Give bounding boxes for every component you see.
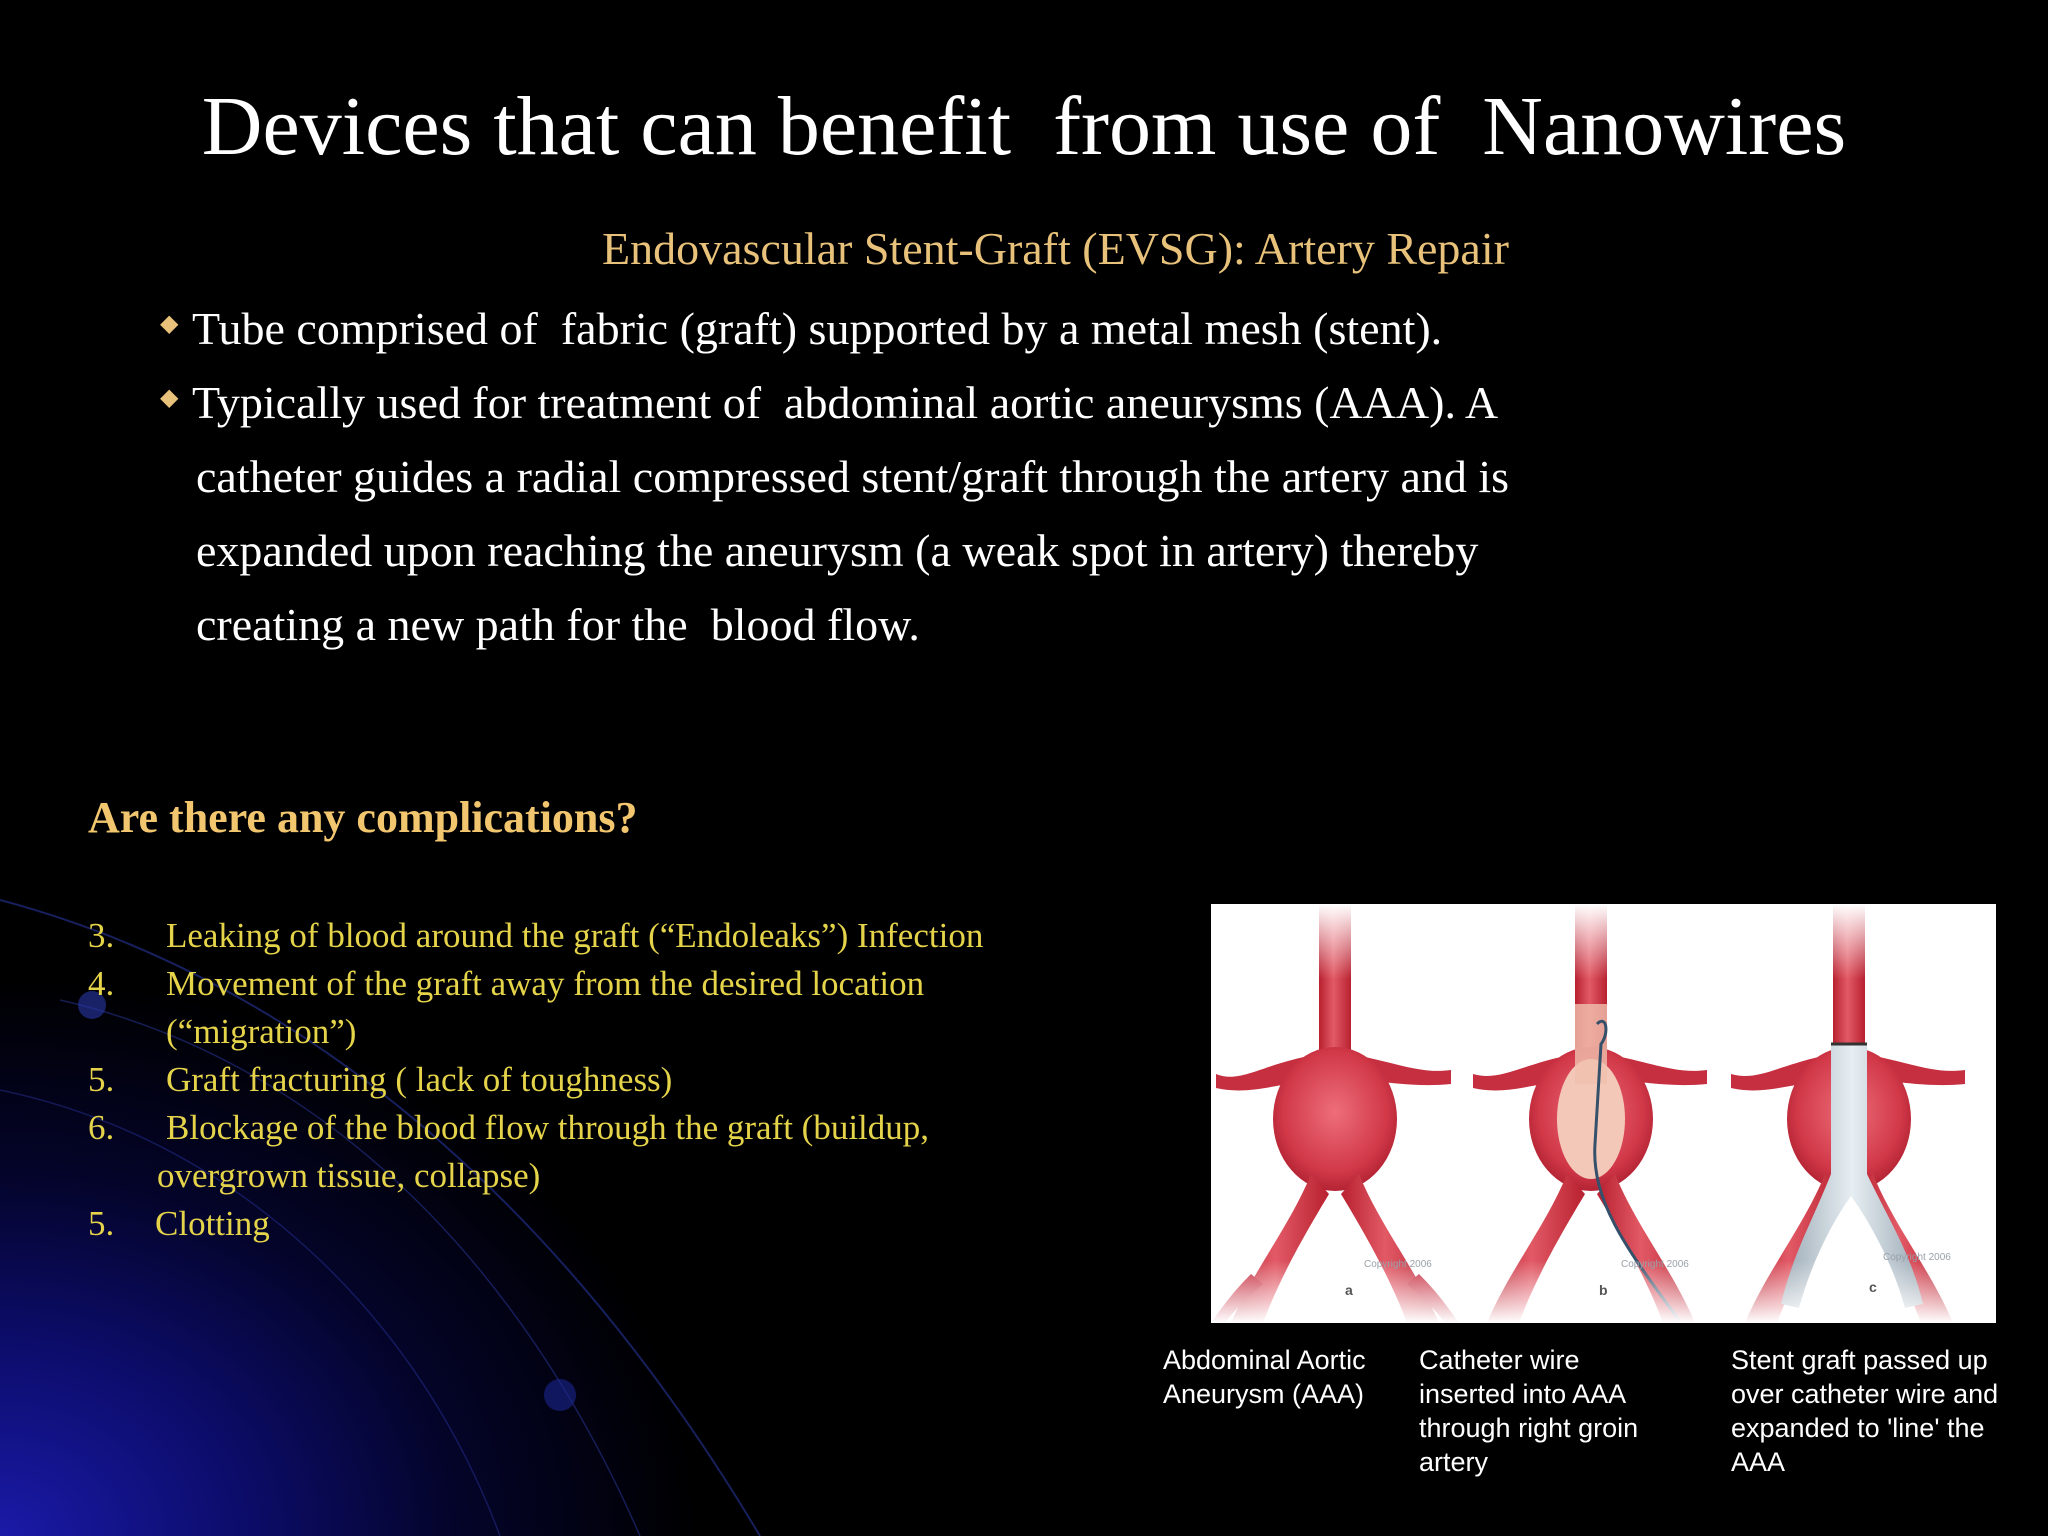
bullet-line: catheter guides a radial compressed stent/graft through the artery and is [196, 451, 1510, 502]
slide-subtitle: Endovascular Stent-Graft (EVSG): Artery Repair [602, 223, 1509, 274]
diamond-bullet-icon: ◆ [160, 385, 179, 411]
caption-line: through right groin [1419, 1413, 1639, 1443]
list-item [88, 912, 1208, 960]
list-number: 5. [88, 1060, 115, 1099]
list-text: (“migration”) [166, 1012, 357, 1051]
aneurysm-illustration-svg [1211, 904, 1996, 1323]
complications-heading: Are there any complications? [88, 793, 638, 842]
list-item [88, 1056, 1208, 1104]
caption-line: expanded to 'line' the [1731, 1413, 1985, 1443]
caption-line: inserted into AAA [1419, 1379, 1627, 1409]
list-text: Graft fracturing ( lack of toughness) [166, 1060, 673, 1099]
bullet-item [158, 366, 1718, 662]
caption-catheter [1419, 1343, 1638, 1479]
list-item [88, 960, 1208, 1056]
list-text: Movement of the graft away from the desired location [166, 964, 925, 1003]
bullet-list [158, 292, 1718, 662]
list-number: 6. [88, 1108, 115, 1147]
bullet-line: Tube comprised of fabric (graft) supported by a metal mesh (stent). [192, 303, 1443, 354]
list-number: 4. [88, 964, 115, 1003]
watermark-text: Copyright 2006 [1364, 1259, 1432, 1270]
list-text: overgrown tissue, collapse) [157, 1156, 541, 1195]
bullet-item [158, 292, 1718, 366]
aneurysm-illustration [1211, 904, 1996, 1323]
caption-aaa [1163, 1343, 1366, 1411]
panel-label-a: a [1345, 1282, 1353, 1298]
caption-stent-graft [1731, 1343, 1998, 1479]
bullet-line: Typically used for treatment of abdominal aortic aneurysms (AAA). A [192, 377, 1499, 428]
slide-title: Devices that can benefit from use of Nanowires [201, 80, 1847, 173]
list-number: 3. [88, 916, 115, 955]
list-item [88, 1104, 1208, 1200]
caption-line: Stent graft passed up [1731, 1345, 1988, 1375]
list-item [88, 1200, 1208, 1248]
caption-line: Abdominal Aortic [1163, 1345, 1366, 1375]
caption-line: over catheter wire and [1731, 1379, 1999, 1409]
caption-line: Aneurysm (AAA) [1163, 1379, 1365, 1409]
panel-label-b: b [1599, 1282, 1608, 1298]
list-text: Blockage of the blood flow through the graft (buildup, [166, 1108, 930, 1147]
diamond-bullet-icon: ◆ [160, 311, 179, 337]
caption-line: artery [1419, 1447, 1489, 1477]
panel-label-c: c [1869, 1279, 1877, 1295]
bullet-line: creating a new path for the blood flow. [196, 599, 920, 650]
caption-line: Catheter wire [1419, 1345, 1580, 1375]
watermark-text: Copyright 2006 [1883, 1252, 1951, 1263]
watermark-text: Copyright 2006 [1621, 1259, 1689, 1270]
list-text: Clotting [155, 1204, 270, 1243]
list-text: Leaking of blood around the graft (“Endoleaks”) Infection [166, 916, 984, 955]
list-number: 5. [88, 1204, 115, 1243]
bullet-line: expanded upon reaching the aneurysm (a weak spot in artery) thereby [196, 525, 1479, 576]
caption-line: AAA [1731, 1447, 1786, 1477]
complications-list [88, 912, 1208, 1248]
